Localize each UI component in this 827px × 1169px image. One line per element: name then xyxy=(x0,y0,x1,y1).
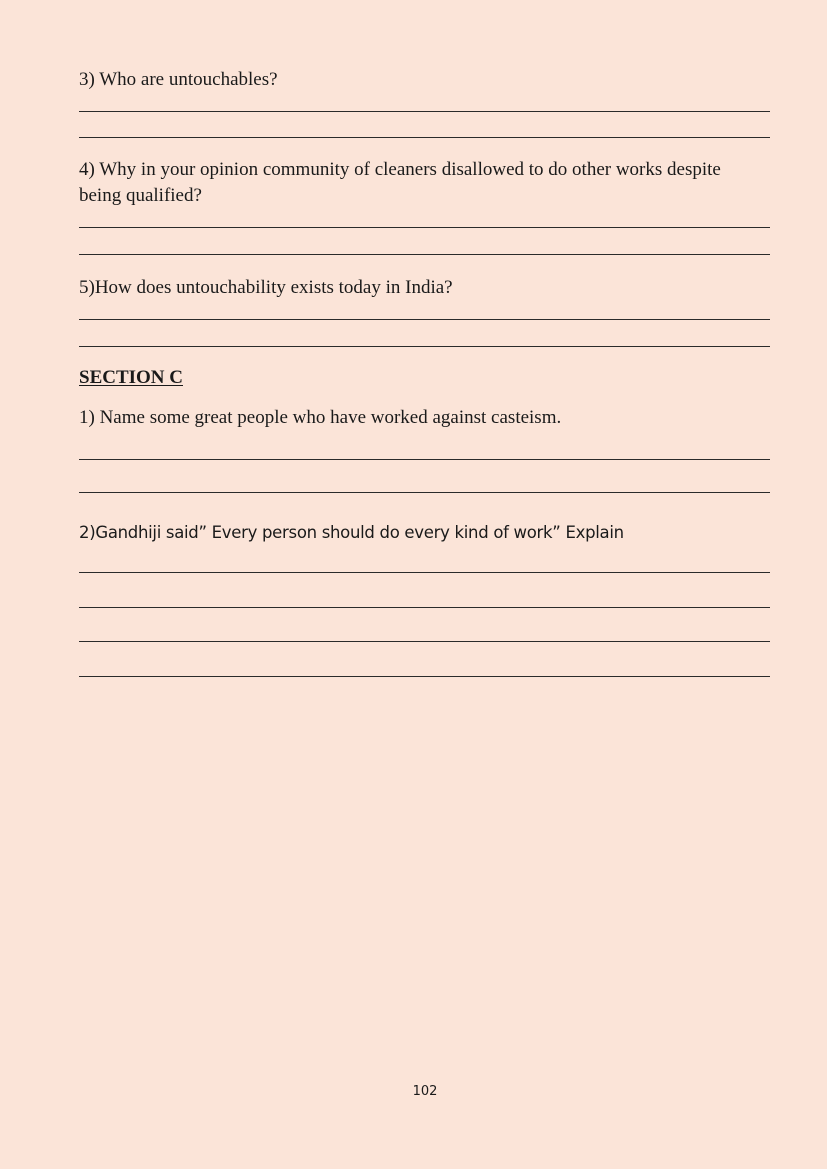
answer-line[interactable] xyxy=(79,319,770,320)
answer-line[interactable] xyxy=(79,227,770,228)
answer-line[interactable] xyxy=(79,492,770,493)
question-5: 5)How does untouchability exists today in India? xyxy=(79,277,453,298)
answer-line[interactable] xyxy=(79,137,770,138)
answer-line[interactable] xyxy=(79,346,770,347)
answer-line[interactable] xyxy=(79,572,770,573)
question-4: 4) Why in your opinion community of cleaners disallowed to do other works despite being qualified? xyxy=(79,159,721,206)
answer-line[interactable] xyxy=(79,607,770,608)
page-number: 102 xyxy=(412,1084,438,1099)
answer-line[interactable] xyxy=(79,254,770,255)
answer-line[interactable] xyxy=(79,641,770,642)
question-c1: 1) Name some great people who have worked against casteism. xyxy=(79,407,562,428)
section-heading: SECTION C xyxy=(79,367,183,388)
answer-line[interactable] xyxy=(79,111,770,112)
question-c2: 2)Gandhiji said” Every person should do every kind of work” Explain xyxy=(79,523,624,542)
answer-line[interactable] xyxy=(79,459,770,460)
answer-line[interactable] xyxy=(79,676,770,677)
question-3: 3) Who are untouchables? xyxy=(79,69,278,90)
